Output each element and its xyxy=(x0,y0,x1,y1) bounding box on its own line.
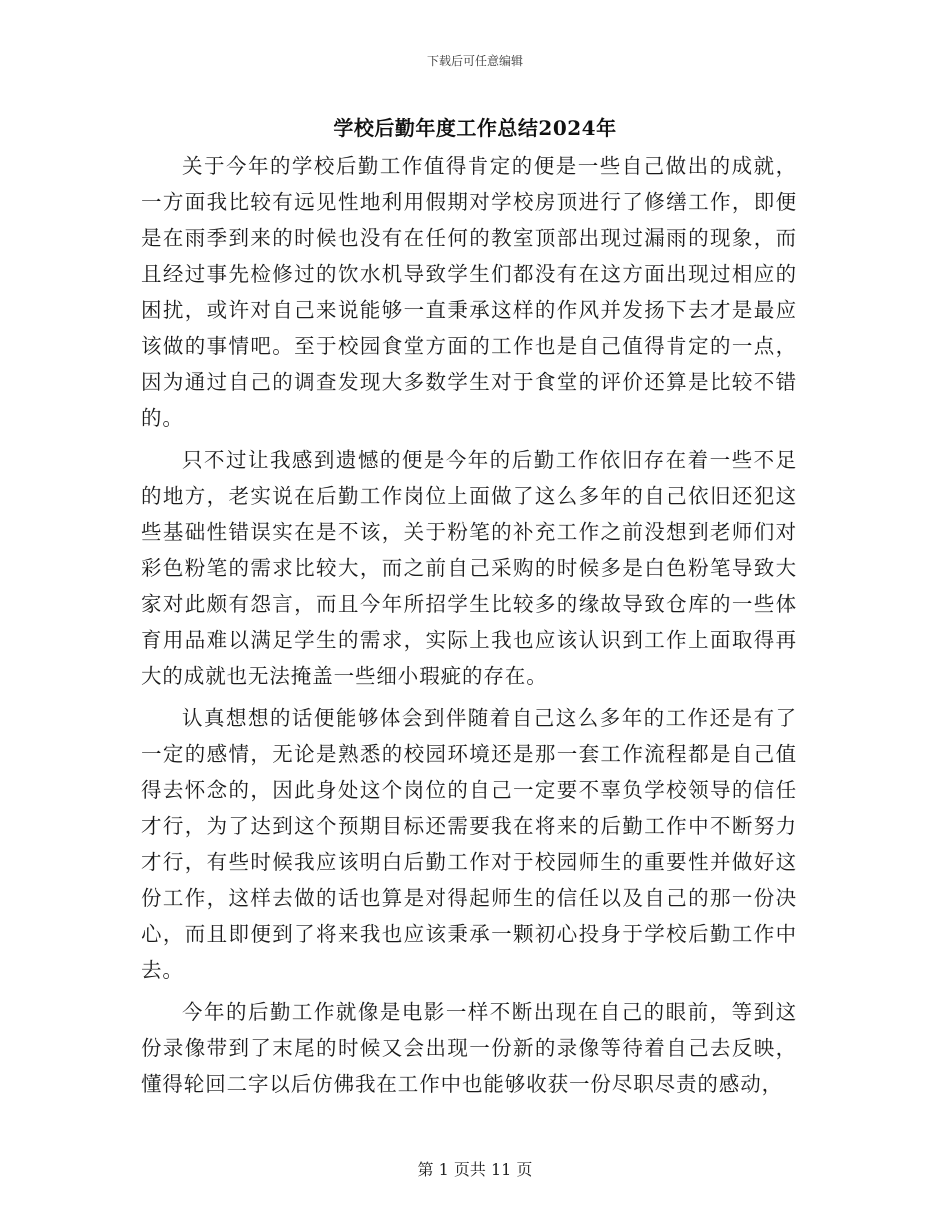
paragraph-1: 关于今年的学校后勤工作值得肯定的便是一些自己做出的成就，一方面我比较有远见性地利用假期对学校房顶进行了修缮工作，即便是在雨季到来的时候也没有在任何的教室顶部出现过漏雨的现象，而且经过事先检修过的饮水机导致学生们都没有在这方面出现过相应的困扰，或许对自己来说能够一直秉承这样的作风并发扬下去才是最应该做的事情吧。至于校园食堂方面的工作也是自己值得肯定的一点，因为通过自己的调查发现大多数学生对于食堂的评价还算是比较不错的。 xyxy=(141,154,797,430)
document-body xyxy=(141,148,797,1108)
document-title: 学校后勤年度工作总结2024年 xyxy=(333,116,617,140)
paragraph-4: 今年的后勤工作就像是电影一样不断出现在自己的眼前，等到这份录像带到了末尾的时候又会出现一份新的录像等待着自己去反映，懂得轮回二字以后仿佛我在工作中也能够收获一份尽职尽责的感动， xyxy=(141,1000,797,1096)
paragraph-3: 认真想想的话便能够体会到伴随着自己这么多年的工作还是有了一定的感情，无论是熟悉的校园环境还是那一套工作流程都是自己值得去怀念的，因此身处这个岗位的自己一定要不辜负学校领导的信任才行，为了达到这个预期目标还需要我在将来的后勤工作中不断努力才行，有些时候我应该明白后勤工作对于校园师生的重要性并做好这份工作，这样去做的话也算是对得起师生的信任以及自己的那一份决心，而且即便到了将来我也应该秉承一颗初心投身于学校后勤工作中去。 xyxy=(141,706,797,982)
header-note: 下载后可任意编辑 xyxy=(426,54,523,68)
page-number: 第 1 页共 11 页 xyxy=(417,1160,533,1179)
paragraph-2: 只不过让我感到遗憾的便是今年的后勤工作依旧存在着一些不足的地方，老实说在后勤工作岗位上面做了这么多年的自己依旧还犯这些基础性错误实在是不该，关于粉笔的补充工作之前没想到老师们对彩色粉笔的需求比较大，而之前自己采购的时候多是白色粉笔导致大家对此颇有怨言，而且今年所招学生比较多的缘故导致仓库的一些体育用品难以满足学生的需求，实际上我也应该认识到工作上面取得再大的成就也无法掩盖一些细小瑕疵的存在。 xyxy=(141,448,797,688)
